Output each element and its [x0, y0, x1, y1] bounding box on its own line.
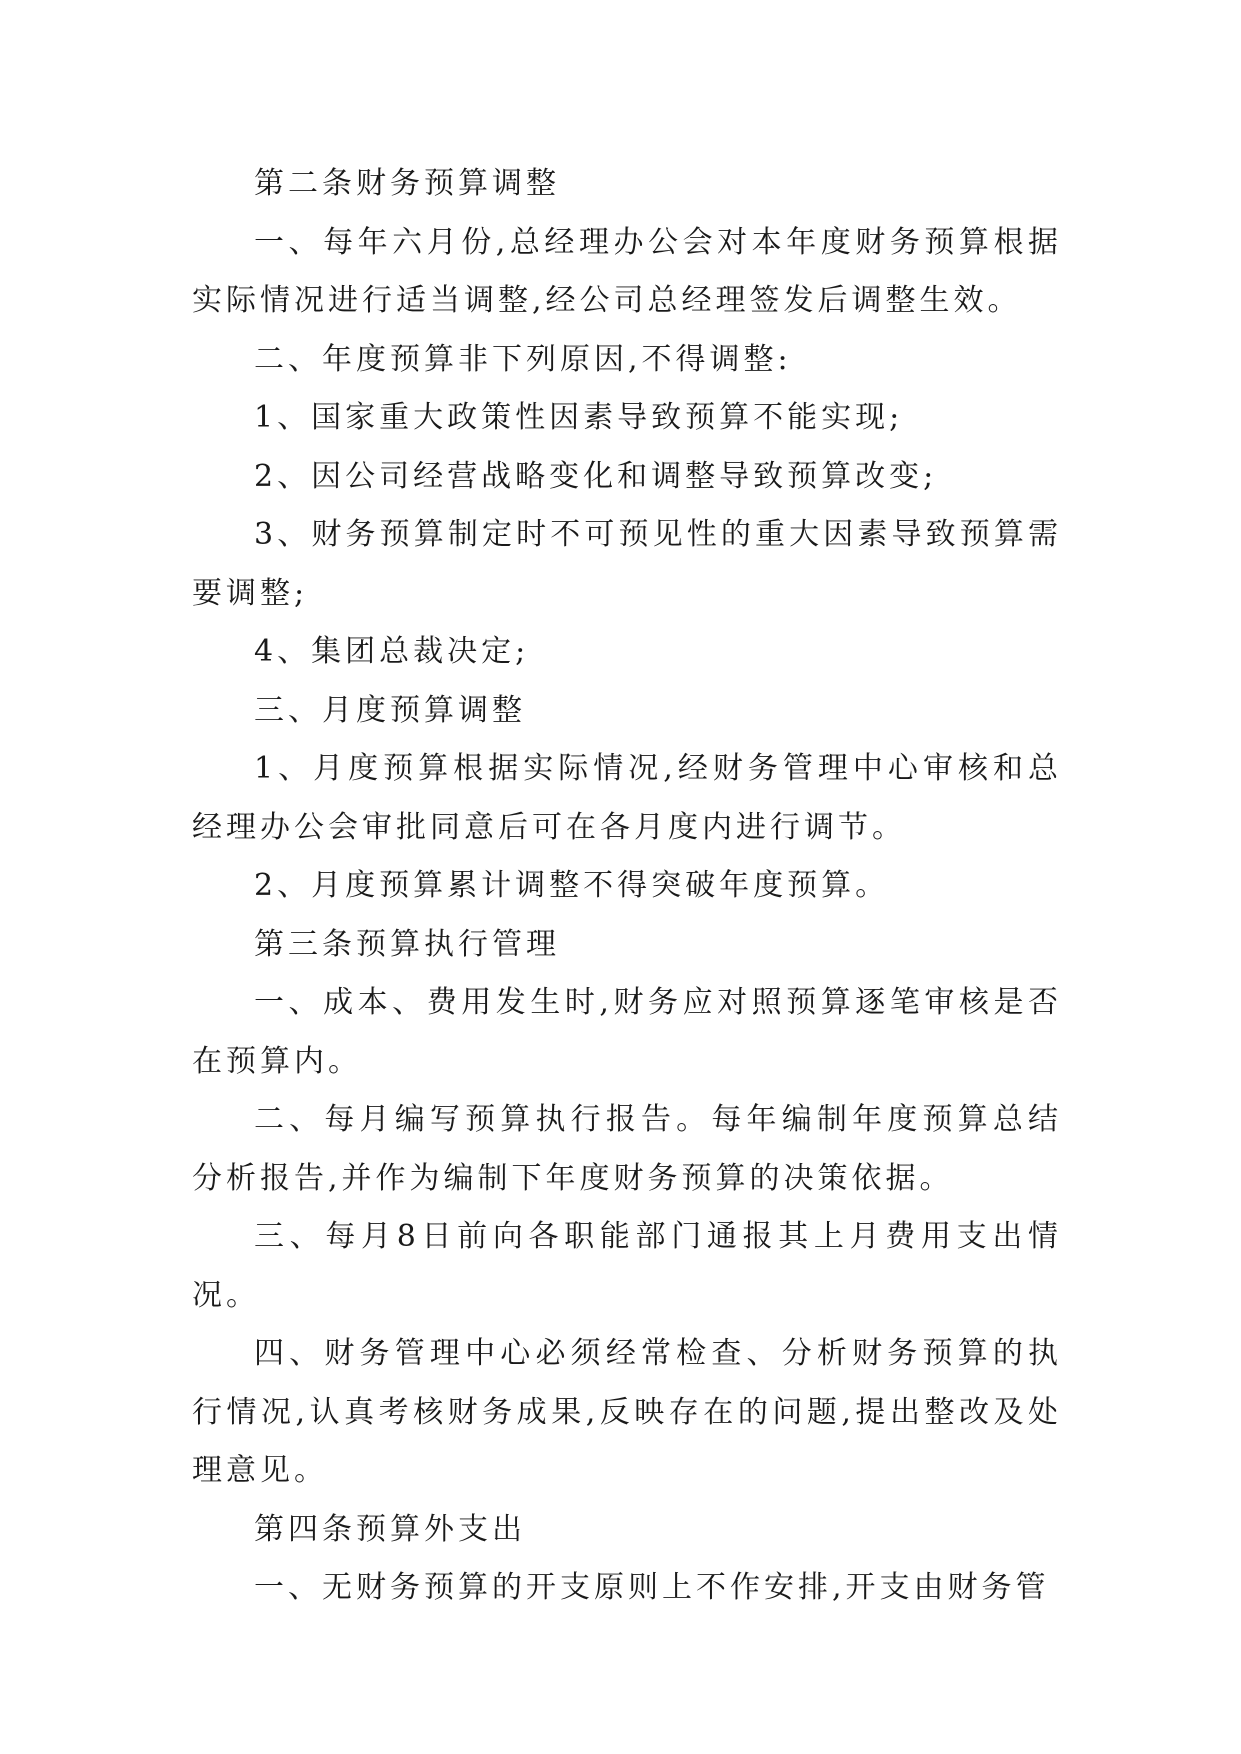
paragraph: 二、每月编写预算执行报告。每年编制年度预算总结分析报告,并作为编制下年度财务预算的决策依据。 [192, 1102, 1062, 1196]
paragraph: 一、无财务预算的开支原则上不作安排,开支由财务管 [254, 1570, 1050, 1605]
list-item: 4、集团总裁决定; [254, 634, 530, 669]
heading-article-3: 第三条预算执行管理 [254, 926, 560, 962]
list-item: 1、月度预算根据实际情况,经财务管理中心审核和总经理办公会审批同意后可在各月度内进行调节。 [192, 751, 1062, 845]
paragraph: 一、每年六月份,总经理办公会对本年度财务预算根据实际情况进行适当调整,经公司总经理签发后调整生效。 [192, 224, 1062, 318]
document-body [192, 155, 1062, 1618]
paragraph: 三、每月8日前向各职能部门通报其上月费用支出情况。 [192, 1219, 1062, 1313]
list-item: 1、国家重大政策性因素导致预算不能实现; [254, 400, 904, 435]
heading-article-4: 第四条预算外支出 [254, 1511, 526, 1547]
paragraph: 四、财务管理中心必须经常检查、分析财务预算的执行情况,认真考核财务成果,反映存在的问题,提出整改及处理意见。 [192, 1336, 1062, 1488]
paragraph: 一、成本、费用发生时,财务应对照预算逐笔审核是否在预算内。 [192, 985, 1062, 1079]
list-item: 2、月度预算累计调整不得突破年度预算。 [254, 868, 890, 903]
paragraph: 二、年度预算非下列原因,不得调整: [254, 341, 792, 377]
list-item: 2、因公司经营战略变化和调整导致预算改变; [254, 458, 938, 494]
paragraph: 三、月度预算调整 [254, 692, 526, 728]
list-item: 3、财务预算制定时不可预见性的重大因素导致预算需要调整; [192, 517, 1062, 611]
heading-article-2: 第二条财务预算调整 [254, 166, 560, 201]
